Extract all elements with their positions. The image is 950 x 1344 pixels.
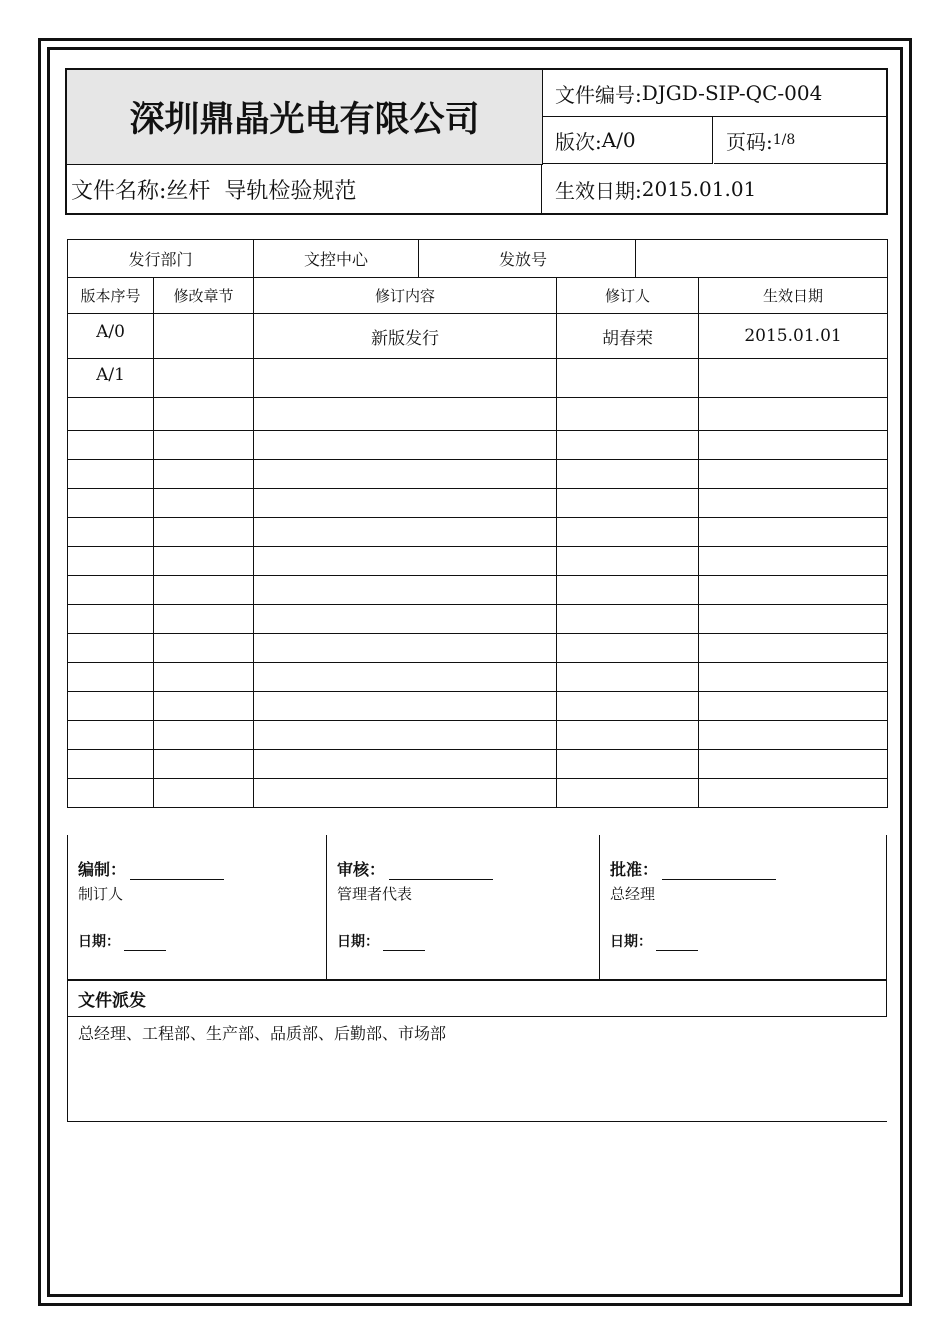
row-date xyxy=(699,359,888,398)
table-row xyxy=(68,359,888,398)
prepare-date xyxy=(78,931,166,951)
effective-date-label: 生效日期: xyxy=(555,178,642,203)
issue-dept-label: 发行部门 xyxy=(68,240,254,278)
row-chapter xyxy=(154,314,254,359)
approve-signature-line[interactable] xyxy=(662,879,776,880)
empty-row xyxy=(68,663,888,692)
review-date-label: 日期： xyxy=(337,934,379,950)
empty-row xyxy=(68,576,888,605)
prepare-label-text: 编制： xyxy=(78,860,127,879)
prepare-signature-line[interactable] xyxy=(130,879,224,880)
version xyxy=(543,117,713,164)
col-version: 版本序号 xyxy=(68,278,154,314)
page-value: 1/8 xyxy=(772,132,796,148)
approve-date-line[interactable] xyxy=(656,950,698,951)
review-date-line[interactable] xyxy=(383,950,425,951)
company-name: 深圳鼎晶光电有限公司 xyxy=(67,70,543,165)
row-version: A/0 xyxy=(68,314,154,359)
empty-row xyxy=(68,750,888,779)
empty-row xyxy=(68,547,888,576)
row-content: 新版发行 xyxy=(254,314,557,359)
row-chapter xyxy=(154,359,254,398)
approve-role: 总经理 xyxy=(610,885,656,903)
review-date xyxy=(337,931,425,951)
col-chapter: 修改章节 xyxy=(154,278,254,314)
version-label: 版次: xyxy=(555,129,602,154)
review-label xyxy=(337,857,493,880)
empty-row xyxy=(68,634,888,663)
prepare-date-line[interactable] xyxy=(124,950,166,951)
prepare-role: 制订人 xyxy=(78,885,124,903)
approve-section xyxy=(600,835,886,980)
issue-row xyxy=(68,240,888,278)
effective-date-value: 2015.01.01 xyxy=(641,177,757,201)
version-value: A/0 xyxy=(601,128,636,152)
empty-row xyxy=(68,431,888,460)
row-reviser xyxy=(557,359,699,398)
prepare-date-label: 日期： xyxy=(78,934,120,950)
document-header xyxy=(65,68,888,215)
col-content: 修订内容 xyxy=(254,278,557,314)
row-version: A/1 xyxy=(68,359,154,398)
col-reviser: 修订人 xyxy=(557,278,699,314)
doc-name xyxy=(67,165,542,213)
empty-row xyxy=(68,398,888,431)
empty-row xyxy=(68,460,888,489)
revision-header-row xyxy=(68,278,888,314)
review-signature-line[interactable] xyxy=(389,879,493,880)
revision-table xyxy=(67,239,888,808)
approve-date xyxy=(610,931,698,951)
empty-row xyxy=(68,721,888,750)
empty-row xyxy=(68,779,888,808)
approve-date-label: 日期： xyxy=(610,934,652,950)
doc-name-label: 文件名称: xyxy=(71,178,167,204)
empty-row xyxy=(68,605,888,634)
prepare-section xyxy=(68,835,327,980)
review-role: 管理者代表 xyxy=(337,885,413,903)
table-row xyxy=(68,314,888,359)
doc-number xyxy=(543,70,886,117)
empty-row xyxy=(68,518,888,547)
distribution-title: 文件派发 xyxy=(67,980,887,1017)
issue-dept-value: 文控中心 xyxy=(254,240,419,278)
issue-number-value xyxy=(636,240,888,278)
review-section xyxy=(327,835,600,980)
row-content xyxy=(254,359,557,398)
review-label-text: 审核： xyxy=(337,860,386,879)
col-date: 生效日期 xyxy=(699,278,888,314)
page-label: 页码: xyxy=(726,129,773,154)
prepare-label xyxy=(78,857,224,880)
effective-date xyxy=(543,165,886,213)
doc-number-value: DJGD-SIP-QC-004 xyxy=(641,81,823,105)
empty-row xyxy=(68,489,888,518)
empty-row xyxy=(68,692,888,721)
signature-block xyxy=(67,835,887,980)
approve-label xyxy=(610,857,776,880)
doc-number-label: 文件编号: xyxy=(555,82,642,107)
doc-name-value: 丝杆 导轨检验规范 xyxy=(166,178,357,204)
distribution-list: 总经理、工程部、生产部、品质部、后勤部、市场部 xyxy=(67,1017,887,1122)
page-number xyxy=(714,117,886,164)
issue-number-label: 发放号 xyxy=(419,240,636,278)
row-reviser: 胡春荣 xyxy=(557,314,699,359)
approve-label-text: 批准： xyxy=(610,860,659,879)
row-date: 2015.01.01 xyxy=(699,314,888,359)
